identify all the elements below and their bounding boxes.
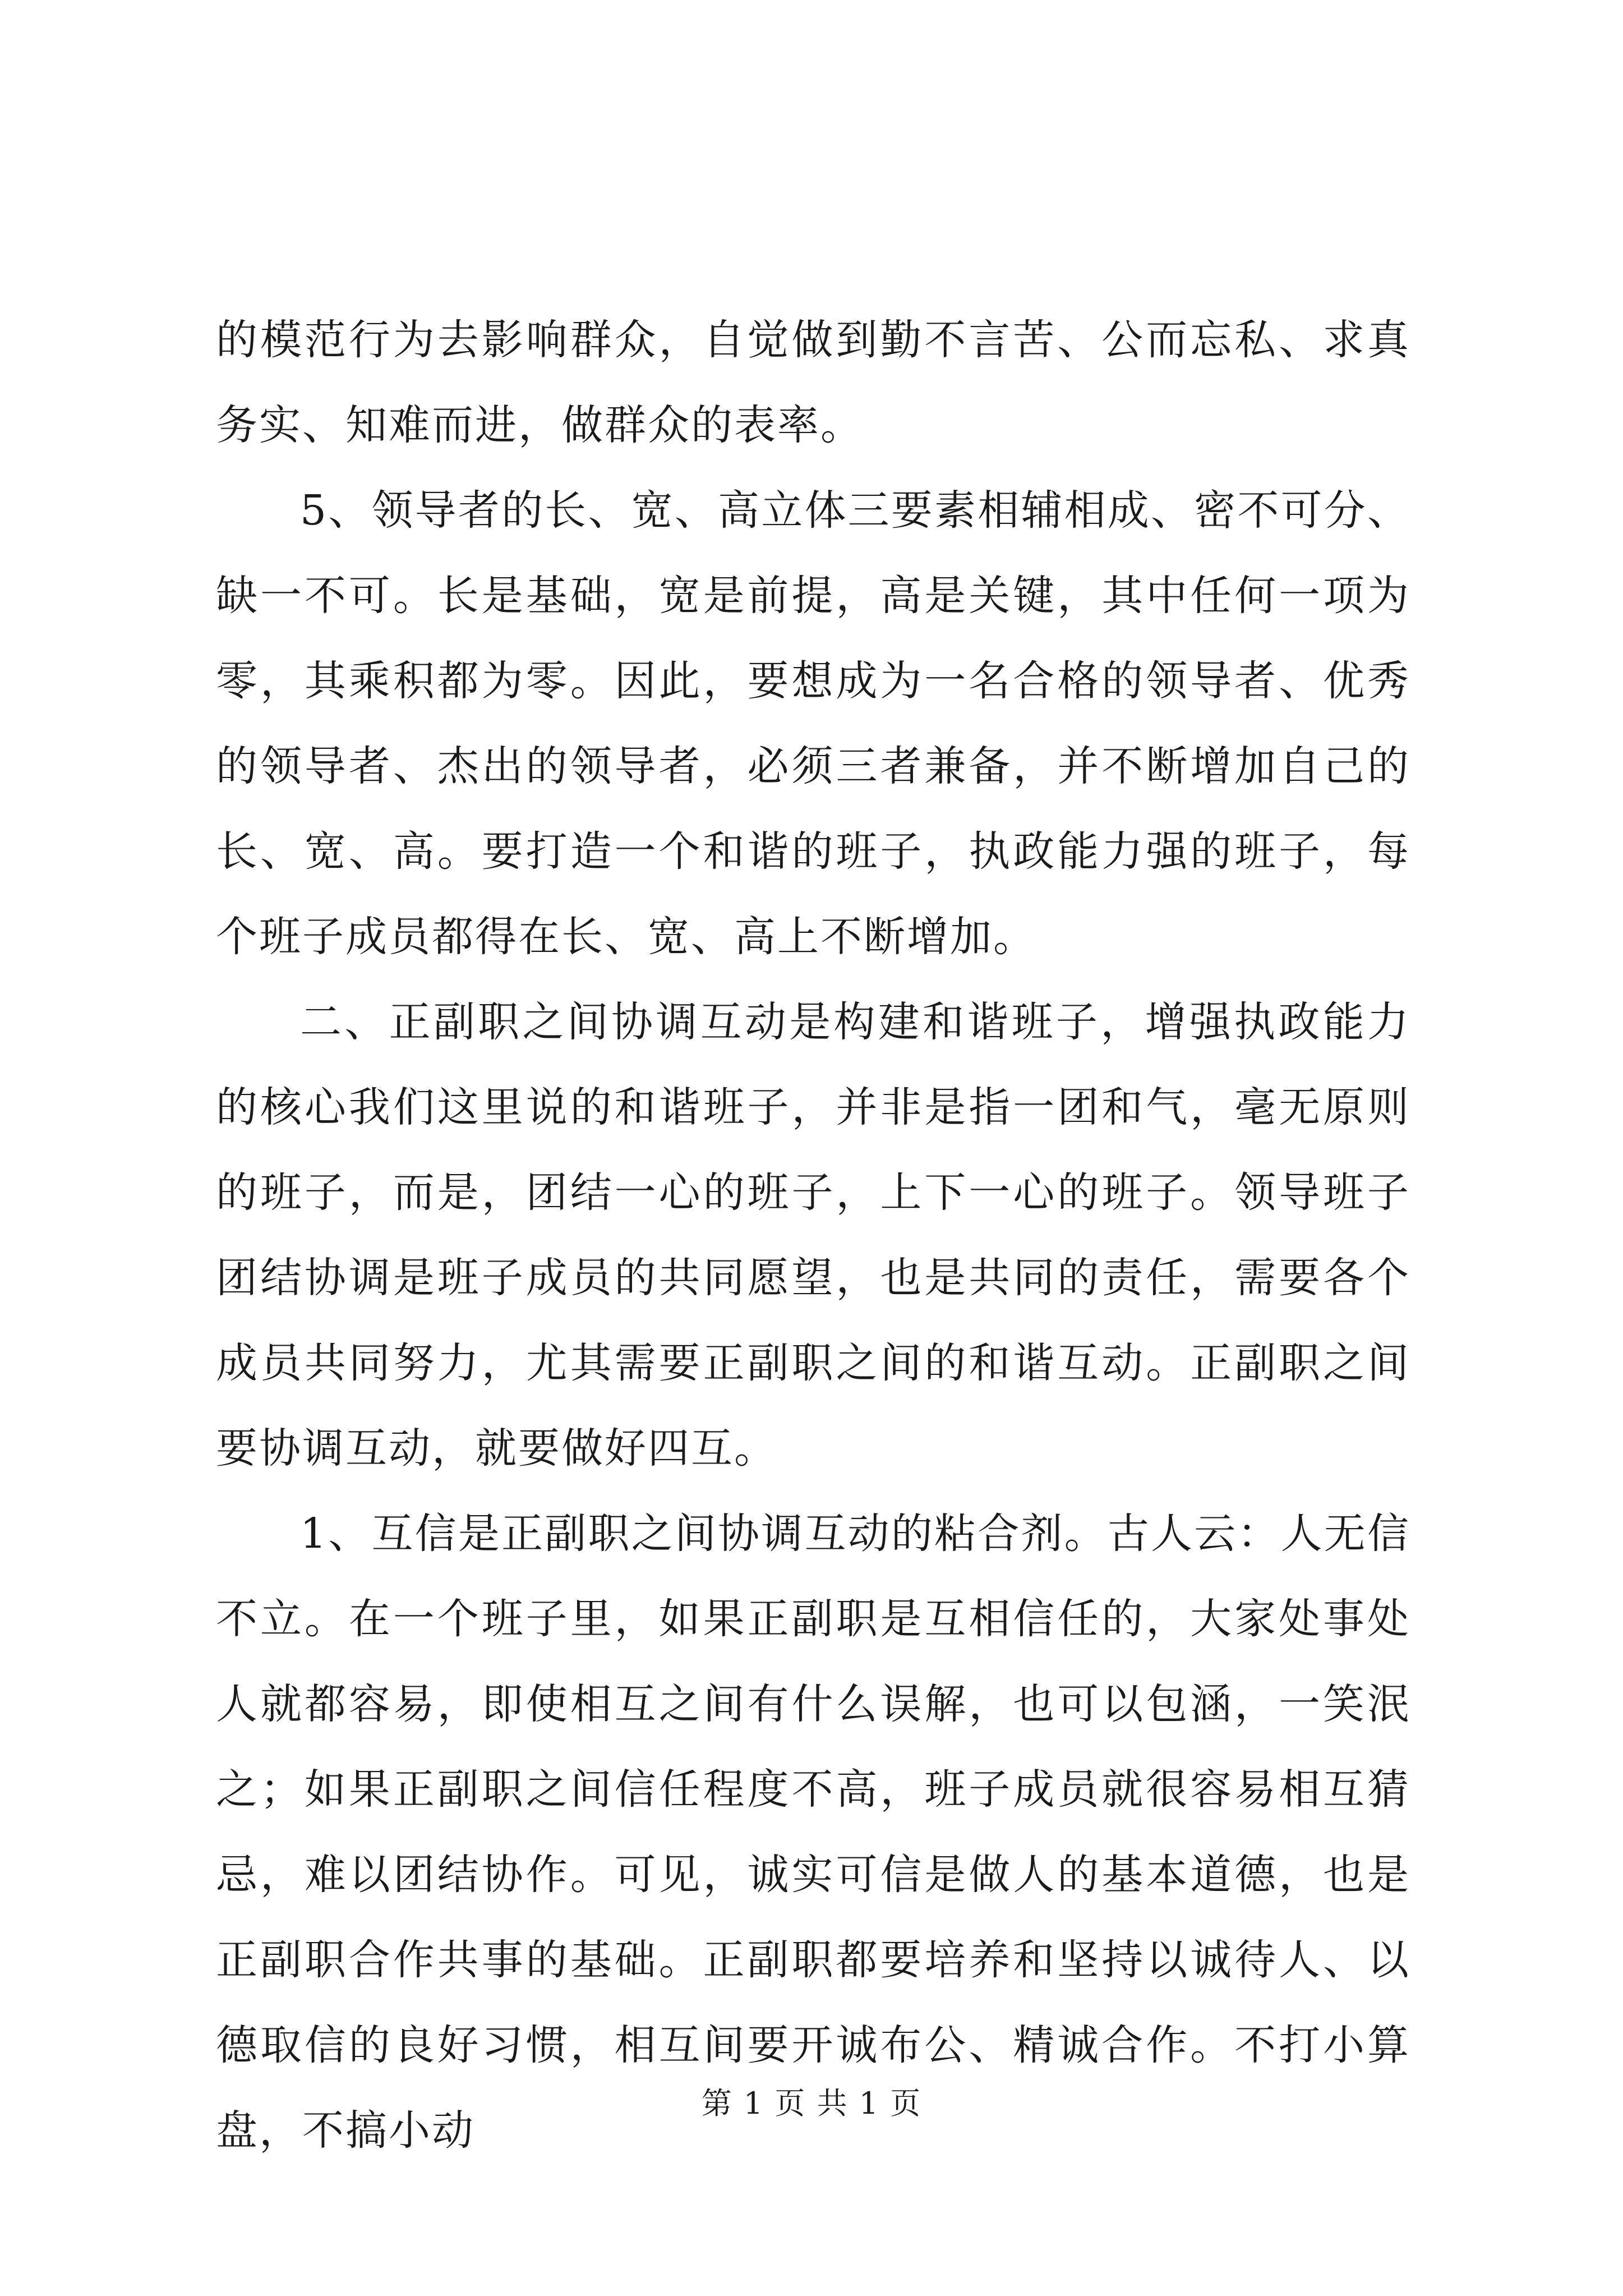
document-body: [216, 297, 1410, 2173]
paragraph-3: 二、正副职之间协调互动是构建和谐班子，增强执政能力的核心我们这里说的和谐班子，并非是指一团和气，毫无原则的班子，而是，团结一心的班子，上下一心的班子。领导班子团结协调是班子成员的共同愿望，也是共同的责任，需要各个成员共同努力，尤其需要正副职之间的和谐互动。正副职之间要协调互动，就要做好四互。: [216, 998, 1410, 1473]
paragraph-4: 1、互信是正副职之间协调互动的粘合剂。古人云：人无信不立。在一个班子里，如果正副职是互相信任的，大家处事处人就都容易，即使相互之间有什么误解，也可以包涵，一笑泯之；如果正副职之间信任程度不高，班子成员就很容易相互猜忌，难以团结协作。可见，诚实可信是做人的基本道德，也是正副职合作共事的基础。正副职都要培养和坚持以诚待人、以德取信的良好习惯，相互间要开诚布公、精诚合作。不打小算盘，不搞小动: [216, 1510, 1410, 2155]
page-footer: 第 1 页 共 1 页: [701, 2086, 922, 2121]
paragraph-2: 5、领导者的长、宽、高立体三要素相辅相成、密不可分、缺一不可。长是基础，宽是前提，高是关键，其中任何一项为零，其乘积都为零。因此，要想成为一名合格的领导者、优秀的领导者、杰出的领导者，必须三者兼备，并不断增加自己的长、宽、高。要打造一个和谐的班子，执政能力强的班子，每个班子成员都得在长、宽、高上不断增加。: [216, 486, 1410, 961]
paragraph-1: 的模范行为去影响群众，自觉做到勤不言苦、公而忘私、求真务实、知难而进，做群众的表率。: [216, 316, 1410, 449]
